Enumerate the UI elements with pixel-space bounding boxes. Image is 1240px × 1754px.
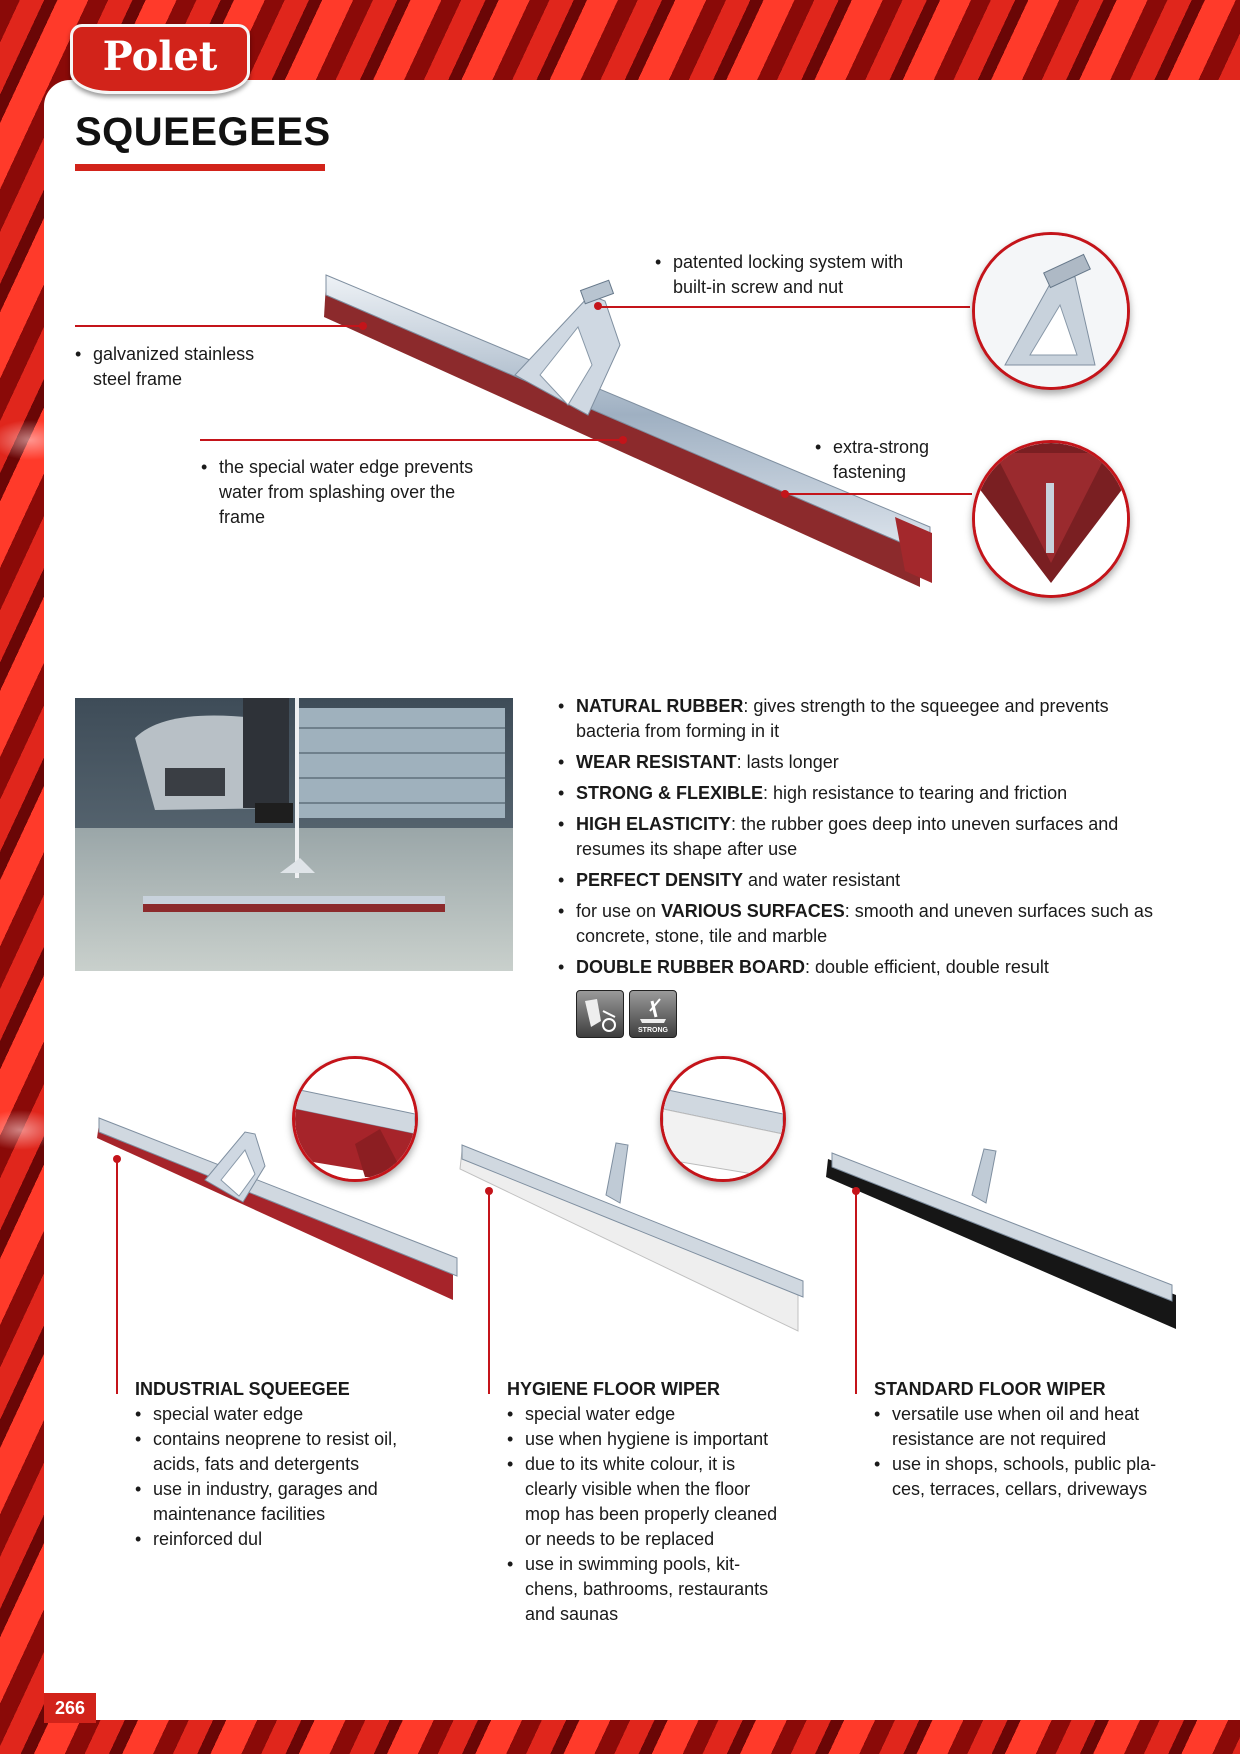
page-number: 266 xyxy=(44,1693,96,1723)
feature-pre: for use on xyxy=(576,901,662,921)
bullet-line: use when hygiene is important xyxy=(525,1429,769,1449)
chemical-resistance-icon xyxy=(576,990,624,1038)
bullet-line: chens, bathrooms, restaurants xyxy=(525,1579,769,1599)
product-dot-industrial xyxy=(113,1155,121,1163)
callout-dot-locking xyxy=(594,302,602,310)
callout-locking-line1: patented locking system with xyxy=(673,252,904,272)
list-item: • contains neoprene to resist oil, acids, fats and detergents xyxy=(135,1427,435,1477)
product-name: INDUSTRIAL SQUEEGEE xyxy=(135,1379,350,1399)
feature-bold: VARIOUS SURFACES xyxy=(661,901,845,921)
bullet-line: resistance are not required xyxy=(892,1429,1107,1449)
product-industrial-squeegee xyxy=(135,1377,435,1552)
bullet-line: contains neoprene to resist oil, xyxy=(153,1429,398,1449)
product-hygiene-floor-wiper xyxy=(507,1377,807,1627)
callout-locking-line2: built-in screw and nut xyxy=(673,277,844,297)
feature-bold: DOUBLE RUBBER BOARD xyxy=(576,957,805,977)
bullet-line: special water edge xyxy=(153,1404,304,1424)
feature-bold: HIGH ELASTICITY xyxy=(576,814,732,834)
list-item: • reinforced dul xyxy=(135,1527,435,1552)
bullet-line: use in industry, garages and xyxy=(153,1479,378,1499)
feature-item: • DOUBLE RUBBER BOARD: double efficient, double result xyxy=(558,957,1049,977)
zoom-circle-industrial xyxy=(292,1056,418,1182)
feature-item: • for use on VARIOUS SURFACES: smooth and uneven surfaces such as concrete, stone, tile and marble xyxy=(558,901,1153,946)
callout-water-edge-line1: the special water edge prevents xyxy=(219,457,474,477)
product-name: HYGIENE FLOOR WIPER xyxy=(507,1379,721,1399)
product-name: STANDARD FLOOR WIPER xyxy=(874,1379,1106,1399)
strong-icon xyxy=(629,990,677,1038)
product-line-standard xyxy=(855,1190,857,1394)
zoom-circle-locking-system xyxy=(972,232,1130,390)
list-item: • special water edge xyxy=(135,1402,435,1427)
list-item: • due to its white colour, it is clearly visible when the floor mop has been properly cleaned or needs to be replaced xyxy=(507,1452,807,1552)
feature-text: and water resistant xyxy=(743,870,901,890)
garage-photo xyxy=(75,698,513,971)
callout-locking-system: • patented locking system with built-in screw and nut xyxy=(673,250,903,300)
callout-dot-fastening xyxy=(781,490,789,498)
bullet-line: versatile use when oil and heat xyxy=(892,1404,1140,1424)
feature-bold: WEAR RESISTANT xyxy=(576,752,737,772)
feature-bold: STRONG & FLEXIBLE xyxy=(576,783,764,803)
list-item: • use in swimming pools, kit- chens, bathrooms, restaurants and saunas xyxy=(507,1552,807,1627)
standard-wiper-illustration xyxy=(824,1145,1184,1335)
feature-item: • HIGH ELASTICITY: the rubber goes deep into uneven surfaces and resumes its shape after use xyxy=(558,814,1119,859)
callout-water-edge-line2: water from splashing over the xyxy=(219,482,456,502)
bullet-line: due to its white colour, it is xyxy=(525,1454,736,1474)
bullet-line: special water edge xyxy=(525,1404,676,1424)
feature-bold: PERFECT DENSITY xyxy=(576,870,744,890)
bullet-line: ces, terraces, cellars, driveways xyxy=(892,1479,1148,1499)
feature-item: • PERFECT DENSITY and water resistant xyxy=(558,870,901,890)
bullet-line: or needs to be replaced xyxy=(525,1529,715,1549)
callout-fastening: • extra-strong fastening xyxy=(833,435,929,485)
page-title: SQUEEGEES xyxy=(75,110,331,154)
callout-dot-water-edge xyxy=(619,436,627,444)
bullet-line: reinforced dul xyxy=(153,1529,263,1549)
callout-water-edge-line3: frame xyxy=(219,507,266,527)
product-line-industrial xyxy=(116,1158,118,1394)
callout-line-water-edge xyxy=(200,439,624,441)
callout-dot-frame xyxy=(359,322,367,330)
brand-logo: Polet xyxy=(70,24,250,94)
callout-water-edge: • the special water edge prevents water from splashing over the frame xyxy=(219,455,473,530)
product-dot-standard xyxy=(852,1187,860,1195)
bullet-line: use in shops, schools, public pla- xyxy=(892,1454,1157,1474)
callout-frame: • galvanized stainless steel frame xyxy=(93,342,254,392)
feature-item: • WEAR RESISTANT: lasts longer xyxy=(558,752,839,772)
bullet-line: maintenance facilities xyxy=(153,1504,326,1524)
callout-line-fastening xyxy=(786,493,972,495)
product-bullets xyxy=(135,1402,435,1552)
feature-text: : the rubber goes deep into uneven surfaces and resumes its shape after use xyxy=(576,814,1119,859)
list-item: • use in shops, schools, public pla- ces, terraces, cellars, driveways xyxy=(874,1452,1194,1502)
list-item: • use in industry, garages and maintenance facilities xyxy=(135,1477,435,1527)
product-dot-hygiene xyxy=(485,1187,493,1195)
callout-frame-line1: galvanized stainless xyxy=(93,344,255,364)
product-bullets xyxy=(874,1402,1194,1502)
product-bullets xyxy=(507,1402,807,1627)
strong-icon-label: STRONG xyxy=(638,1027,668,1034)
feature-text: : smooth and uneven surfaces such as concrete, stone, tile and marble xyxy=(576,901,1153,946)
bullet-line: acids, fats and detergents xyxy=(153,1454,360,1474)
feature-text: : high resistance to tearing and friction xyxy=(763,783,1068,803)
feature-text: : lasts longer xyxy=(736,752,839,772)
title-underline xyxy=(75,164,325,171)
zoom-circle-fastening xyxy=(972,440,1130,598)
bullet-line: use in swimming pools, kit- xyxy=(525,1554,741,1574)
bullet-line: mop has been properly cleaned xyxy=(525,1504,778,1524)
feature-text: : gives strength to the squeegee and prevents bacteria from forming in it xyxy=(576,696,1109,741)
callout-line-locking xyxy=(598,306,970,308)
bullet-line: clearly visible when the floor xyxy=(525,1479,751,1499)
product-line-hygiene xyxy=(488,1190,490,1394)
list-item: • special water edge xyxy=(507,1402,807,1427)
callout-line-frame xyxy=(75,325,365,327)
feature-bold: NATURAL RUBBER xyxy=(576,696,744,716)
callout-fastening-line2: fastening xyxy=(833,462,907,482)
callout-fastening-line1: extra-strong xyxy=(833,437,930,457)
callout-frame-line2: steel frame xyxy=(93,369,183,389)
bullet-line: and saunas xyxy=(525,1604,619,1624)
product-standard-floor-wiper xyxy=(874,1377,1194,1502)
features-list xyxy=(558,694,1168,986)
feature-item: • NATURAL RUBBER: gives strength to the squeegee and prevents bacteria from forming in it xyxy=(558,696,1109,741)
list-item: • use when hygiene is important xyxy=(507,1427,807,1452)
zoom-circle-hygiene xyxy=(660,1056,786,1182)
feature-item: • STRONG & FLEXIBLE: high resistance to tearing and friction xyxy=(558,783,1068,803)
feature-text: : double efficient, double result xyxy=(805,957,1049,977)
list-item: • versatile use when oil and heat resistance are not required xyxy=(874,1402,1194,1452)
